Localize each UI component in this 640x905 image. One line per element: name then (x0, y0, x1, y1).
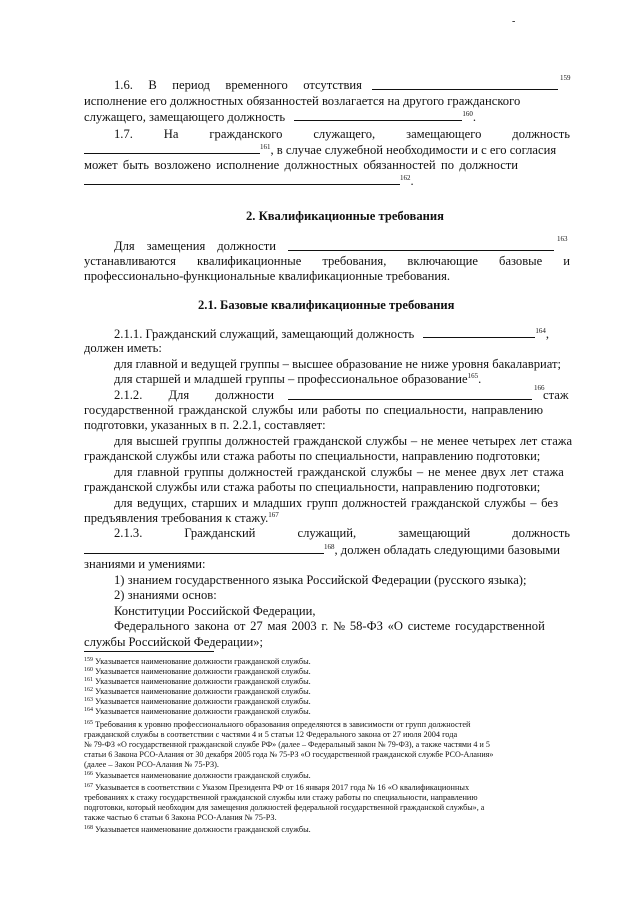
section-2-1-1-line-1: 2.1.1. Гражданский служащий, замещающий должность $^{164}$, (114, 327, 550, 341)
blank-field (84, 173, 400, 185)
section-1-7-line-1: 1.7. На гражданского служащего, замещающего должность (114, 127, 570, 141)
blank-field (288, 388, 532, 400)
footnote-165-line-3: № 79-ФЗ «О государственной гражданской службе РФ» (далее – Федеральный закон № 79-ФЗ), а также частями 4 и 5 (84, 740, 490, 749)
section-1-6-line-1: 1.6. В период временного отсутствия (114, 78, 362, 92)
footnote-167-line-4: также частью 6 статьи 6 Закона РСО-Алания № 75-РЗ. (84, 813, 277, 822)
section-2-1-3-line-1: 2.1.3. Гражданский служащий, замещающий должность (114, 526, 570, 540)
section-2-1-3-line-5: 2) знаниями основ: (114, 588, 217, 602)
footnote-162: $^{162}$ Указывается наименование должности гражданской службы. (84, 687, 311, 696)
section-1-7-line-3: может быть возложено исполнение должностных обязанностей по должности (84, 158, 519, 172)
section-1-7-line-4: $^{162}$. (84, 173, 414, 189)
section-2-1-1-line-2: должен иметь: (84, 341, 162, 355)
footnote-163: $^{163}$ Указывается наименование должности гражданской службы. (84, 697, 311, 706)
section-2-1-2-line-9: предъявления требования к стажу.$^{167}$ (84, 511, 279, 525)
blank-field (288, 239, 554, 251)
footnote-165-line-1: $^{165}$ Требования к уровню профессионального образования определяются в зависимости от групп должностей (84, 720, 471, 729)
section-2-1-2-line-3: подготовки, указанных в п. 2.2.1, составляет: (84, 418, 326, 432)
section-2-line-1: Для замещения должности (114, 239, 276, 253)
blank-field (84, 142, 260, 154)
section-1-7-line-2: $^{161}$, в случае служебной необходимости и с его согласия (84, 142, 556, 158)
footnote-ref: 159 (560, 74, 571, 82)
section-2-1-2-line-6: для главной группы должностей гражданской службы – не менее двух лет стажа (114, 465, 564, 479)
blank-field (372, 78, 558, 90)
footnote-ref: 163 (557, 235, 568, 243)
section-2-1-3-line-7: Федерального закона от 27 мая 2003 г. № 58-ФЗ «О системе государственной (114, 619, 545, 633)
footnote-165-line-2: гражданской службы в соответствии с частями 4 и 5 статьи 12 Федерального закона от 27 июля 2004 года (84, 730, 458, 739)
section-1-6-line-3: служащего, замещающего должность $^{160}$. (84, 110, 476, 124)
section-2-1-2-line-5: гражданской службы или стажа работы по специальности, направлению подготовки; (84, 449, 541, 463)
section-2-1-2-line-2: государственной гражданской службы или работы по специальности, направлению (84, 403, 543, 417)
section-2-1-2-line-8: для ведущих, старших и младших групп должностей гражданской службы – без (114, 496, 559, 510)
section-2-line-2: устанавливаются квалификационные требования, включающие базовые и (84, 254, 570, 268)
section-2-1-2-line-4: для высшей группы должностей гражданской службы – не менее четырех лет стажа (114, 434, 573, 448)
section-2-1-1-line-3: для главной и ведущей группы – высшее образование не ниже уровня бакалавриат; (114, 357, 561, 371)
footnote-168: $^{168}$ Указывается наименование должности гражданской службы. (84, 825, 311, 834)
section-2-1-1-line-4: для старшей и младшей группы – профессиональное образование$^{165}$. (114, 372, 482, 386)
section-2-1-2-word: стаж (543, 388, 569, 402)
section-2-1-2-line-1: 2.1.2. Для должности (114, 388, 274, 402)
footnote-167-line-2: требованиях к стажу государственной гражданской службы или стажу работы по специальности, направлению (84, 793, 478, 802)
footnote-166: $^{166}$ Указывается наименование должности гражданской службы. (84, 771, 311, 780)
blank-field (294, 109, 462, 121)
section-2-1-2-line-7: гражданской службы или стажа работы по специальности, направлению подготовки; (84, 480, 541, 494)
section-2-line-3: профессионально-функциональные квалификационные требования. (84, 269, 451, 283)
section-2-1-3-line-3: знаниями и умениями: (84, 557, 206, 571)
section-2-1-3-line-6: Конституции Российской Федерации, (114, 604, 316, 618)
section-2-heading: 2. Квалификационные требования (246, 209, 444, 223)
section-2-1-3-line-2: $^{168}$, должен обладать следующими базовыми (84, 542, 560, 558)
blank-field (423, 326, 535, 338)
footnote-159: $^{159}$ Указывается наименование должности гражданской службы. (84, 657, 311, 666)
section-2-1-3-line-4: 1) знанием государственного языка Российской Федерации (русского языка); (114, 573, 527, 587)
corner-mark: - (512, 16, 516, 27)
footnote-167-line-3: подготовки, который необходим для замещения должностей федеральной государственной гражданской службы», а (84, 803, 485, 812)
footnote-161: $^{161}$ Указывается наименование должности гражданской службы. (84, 677, 311, 686)
footnote-164: $^{164}$ Указывается наименование должности гражданской службы. (84, 707, 311, 716)
footnote-165-line-4: статьи 6 Закона РСО-Алания от 30 декабря 2005 года № 75-РЗ «О государственной гражданской службе РСО-Алания» (84, 750, 494, 759)
footnote-ref: 166 (534, 384, 545, 392)
footnote-160: $^{160}$ Указывается наименование должности гражданской службы. (84, 667, 311, 676)
footnote-separator (84, 651, 214, 652)
section-1-6-line-2: исполнение его должностных обязанностей возлагается на другого гражданского (84, 94, 521, 108)
footnote-167-line-1: $^{167}$ Указывается в соответствии с Указом Президента РФ от 16 января 2017 года № 16 «О квалификационных (84, 783, 470, 792)
blank-field (84, 542, 324, 554)
section-2-1-heading: 2.1. Базовые квалификационные требования (198, 298, 455, 312)
section-2-1-3-line-8: службы Российской Федерации»; (84, 635, 264, 649)
footnote-165-line-5: (далее – Закон РСО-Алания № 75-РЗ). (84, 760, 220, 769)
